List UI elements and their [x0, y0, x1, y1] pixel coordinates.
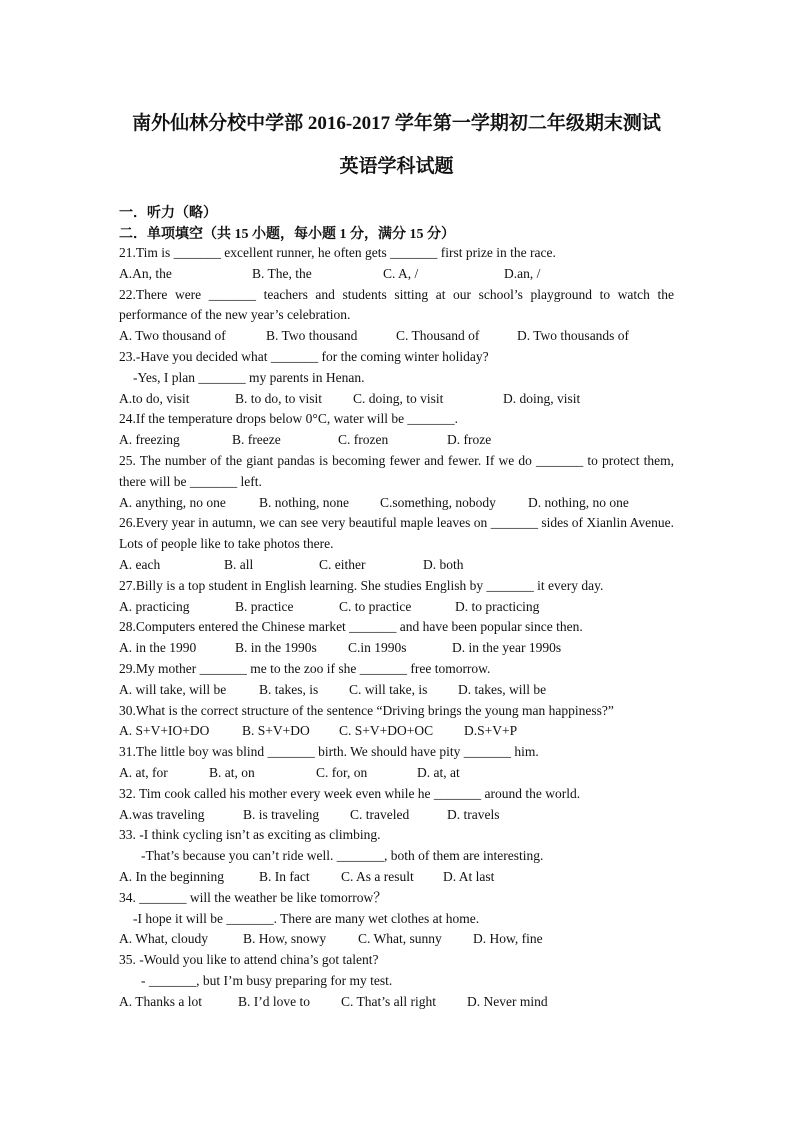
section-single-choice-heading: 二．单项填空（共 15 小题，每小题 1 分，满分 15 分） [119, 227, 455, 242]
answer-option: B. at, on [209, 764, 255, 780]
answer-options [119, 326, 674, 347]
answer-option: D. takes, will be [458, 681, 547, 697]
question-stem: 24.If the temperature drops below 0°C, water will be _______. [119, 411, 459, 427]
answer-option: C.in 1990s [348, 640, 407, 656]
answer-option: D. nothing, no one [528, 494, 629, 510]
answer-options [119, 929, 674, 950]
answer-options [119, 597, 674, 618]
answer-option: B. freeze [232, 432, 281, 448]
answer-option: D. doing, visit [503, 390, 581, 406]
answer-option: D. at, at [417, 764, 460, 780]
question-dialogue-line: -Yes, I plan _______ my parents in Henan. [133, 369, 365, 385]
answer-option: D. At last [443, 868, 495, 884]
answer-option: D. froze [447, 432, 492, 448]
answer-option: A. S+V+IO+DO [119, 723, 210, 739]
exam-subtitle: 英语学科试题 [339, 156, 454, 177]
answer-option: A. at, for [119, 764, 168, 780]
answer-option: A. In the beginning [119, 868, 224, 884]
answer-option: C. doing, to visit [353, 390, 444, 406]
answer-option: A.to do, visit [119, 390, 190, 406]
question-dialogue-line: -That’s because you can’t ride well. _______, both of them are interesting. [141, 848, 544, 864]
answer-option: C. frozen [338, 432, 389, 448]
answer-option: D. in the year 1990s [452, 640, 562, 656]
question-stem: 32. Tim cook called his mother every week even while he _______ around the world. [119, 785, 581, 801]
answer-option: C. What, sunny [358, 931, 442, 947]
answer-option: B. takes, is [259, 681, 319, 697]
answer-options [119, 992, 674, 1013]
answer-option: C. will take, is [349, 681, 428, 697]
answer-option: C. As a result [341, 868, 414, 884]
answer-option: A. in the 1990 [119, 640, 197, 656]
question-stem: 22.There were _______ teachers and students sitting at our school’s playground to watch the performance of the new year’s celebration. [119, 286, 674, 323]
answer-option: C.something, nobody [380, 494, 496, 510]
answer-option: D. Never mind [467, 993, 548, 1009]
question-dialogue-line: -I hope it will be _______. There are many wet clothes at home. [133, 910, 480, 926]
answer-option: D. Two thousands of [517, 328, 630, 344]
answer-option: D.an, / [504, 265, 541, 281]
section-listening-heading: 一．听力（略） [119, 206, 217, 221]
answer-option: A. practicing [119, 598, 190, 614]
answer-option: D. How, fine [473, 931, 543, 947]
answer-option: B. Two thousand [266, 328, 358, 344]
answer-option: C. Thousand of [396, 328, 480, 344]
question-stem: 25. The number of the giant pandas is becoming fewer and fewer. If we do _______ to protect them, there will be _______ left. [119, 452, 674, 489]
answer-options [119, 555, 674, 576]
answer-option: A. freezing [119, 432, 180, 448]
answer-option: B. In fact [259, 868, 310, 884]
answer-option: B. The, the [252, 265, 312, 281]
question-stem: 26.Every year in autumn, we can see very beautiful maple leaves on _______ sides of Xianlin Avenue. Lots of people like to take photos there. [119, 515, 674, 552]
question-stem: 31.The little boy was blind _______ birth. We should have pity _______ him. [119, 744, 539, 760]
answer-option: B. to do, to visit [235, 390, 323, 406]
answer-option: A. Two thousand of [119, 328, 226, 344]
question-stem: 35. -Would you like to attend china’s got talent? [119, 952, 379, 968]
answer-option: D. travels [447, 806, 500, 822]
answer-option: A.was traveling [119, 806, 205, 822]
answer-option: C. That’s all right [341, 993, 436, 1009]
answer-option: B. S+V+DO [242, 723, 310, 739]
answer-options [119, 867, 674, 888]
answer-option: B. I’d love to [238, 993, 310, 1009]
question-stem: 27.Billy is a top student in English learning. She studies English by _______ it every day. [119, 577, 604, 593]
answer-option: B. nothing, none [259, 494, 349, 510]
answer-option: C. traveled [350, 806, 410, 822]
answer-options [119, 680, 674, 701]
question-stem: 29.My mother _______ me to the zoo if she _______ free tomorrow. [119, 660, 491, 676]
question-stem: 34. _______ will the weather be like tomorrow？ [119, 889, 387, 905]
answer-option: B. in the 1990s [235, 640, 317, 656]
answer-option: C. A, / [383, 265, 419, 281]
answer-options [119, 493, 674, 514]
answer-options [119, 721, 674, 742]
exam-title: 南外仙林分校中学部 2016-2017 学年第一学期初二年级期末测试 [132, 113, 661, 134]
answer-options [119, 805, 674, 826]
answer-option: A. will take, will be [119, 681, 227, 697]
answer-option: A. Thanks a lot [119, 993, 202, 1009]
answer-options [119, 763, 674, 784]
question-list [119, 243, 674, 1012]
question-stem: 21.Tim is _______ excellent runner, he often gets _______ first prize in the race. [119, 245, 556, 260]
answer-option: C. to practice [339, 598, 412, 614]
answer-options [119, 638, 674, 659]
answer-options [119, 389, 674, 410]
question-dialogue-line: - _______, but I’m busy preparing for my test. [141, 972, 393, 988]
question-stem: 23.-Have you decided what _______ for the coming winter holiday? [119, 348, 489, 364]
answer-option: A. anything, no one [119, 494, 226, 510]
question-stem: 30.What is the correct structure of the sentence “Driving brings the young man happiness?” [119, 702, 614, 718]
answer-option: D.S+V+P [464, 723, 518, 739]
answer-option: B. all [224, 556, 254, 572]
question-stem: 28.Computers entered the Chinese market _______ and have been popular since then. [119, 619, 583, 635]
answer-option: B. is traveling [243, 806, 320, 822]
answer-option: C. for, on [316, 764, 368, 780]
answer-options [119, 430, 674, 451]
answer-option: C. either [319, 556, 366, 572]
answer-option: A.An, the [119, 265, 172, 281]
answer-option: B. How, snowy [243, 931, 327, 947]
answer-option: A. each [119, 556, 161, 572]
answer-option: C. S+V+DO+OC [339, 723, 434, 739]
answer-options [119, 264, 674, 285]
answer-option: D. to practicing [455, 598, 540, 614]
question-stem: 33. -I think cycling isn’t as exciting as climbing. [119, 827, 381, 843]
answer-option: A. What, cloudy [119, 931, 208, 947]
answer-option: D. both [423, 556, 464, 572]
answer-option: B. practice [235, 598, 294, 614]
